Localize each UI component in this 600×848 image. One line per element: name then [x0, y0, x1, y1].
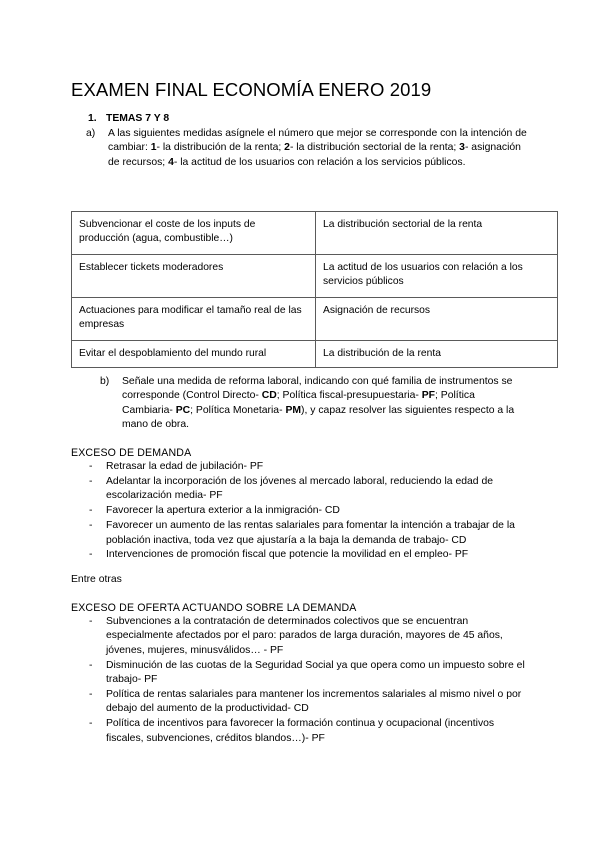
bullet-list-exceso-oferta — [89, 615, 529, 747]
inline-text: ), y capaz resolver las siguientes respecto a la mano de obra. — [122, 404, 515, 431]
list-item — [89, 548, 529, 562]
table-row — [72, 298, 558, 341]
emphasis-text: PM — [285, 404, 302, 416]
bullet-list-exceso-demanda — [89, 460, 529, 563]
list-item-label: Disminución de las cuotas de la Seguridad Social ya que opera como un impuesto sobre el trabajo- PF — [106, 659, 525, 686]
assignment-table — [71, 211, 558, 368]
list-item-label: Retrasar la edad de jubilación- PF — [106, 461, 264, 472]
table-cell-measure: Evitar el despoblamiento del mundo rural — [72, 341, 316, 368]
question-1-label: TEMAS 7 Y 8 — [106, 113, 170, 124]
bullet-dash-icon: - — [89, 549, 93, 561]
question-1b-text — [122, 375, 528, 433]
emphasis-text: 1 — [150, 142, 157, 154]
bullet-dash-icon: - — [89, 505, 93, 517]
emphasis-text: 3 — [459, 142, 465, 154]
list-item-label: Adelantar la incorporación de los jóvenes al mercado laboral, reduciendo la edad de escolarización media- PF — [106, 475, 494, 502]
table-cell-measure: Subvencionar el coste de los inputs de producción (agua, combustible…) — [72, 212, 316, 255]
question-1-marker: 1. — [88, 113, 97, 124]
list-item-label: Subvenciones a la contratación de determinados colectivos que se encuentran especialmente afectados por el paro: parados de larga duración, mayores de 45 años, jóvenes, mujeres, minusválidos… - PF — [106, 616, 503, 656]
question-1-heading — [88, 112, 169, 126]
emphasis-text: 2 — [284, 142, 290, 154]
inline-text: Señale una medida de reforma laboral, indicando con qué familia de instrumentos se corresponde (Control Directo- — [122, 376, 513, 402]
section-heading-exceso-oferta: EXCESO DE OFERTA ACTUANDO SOBRE LA DEMANDA — [71, 602, 357, 614]
table-cell-measure: Establecer tickets moderadores — [72, 255, 316, 298]
table-cell-measure: Actuaciones para modificar el tamaño real de las empresas — [72, 298, 316, 341]
emphasis-text: 4 — [168, 156, 174, 168]
inline-text: - asignación de recursos; — [108, 142, 521, 168]
list-item-label: Política de rentas salariales para mantener los incrementos salariales al mismo nivel o por debajo del aumento de la productividad- CD — [106, 689, 522, 715]
bullet-dash-icon: - — [89, 616, 93, 627]
table-row — [72, 212, 558, 255]
inline-text: - la distribución de la renta; — [156, 142, 285, 154]
list-item-label: Política de incentivos para favorecer la formación continua y ocupacional (incentivos fiscales, subvenciones, créditos blandos…)- PF — [106, 718, 495, 744]
page-title: EXAMEN FINAL ECONOMÍA ENERO 2019 — [71, 79, 432, 101]
emphasis-text: CD — [261, 390, 277, 402]
list-item — [89, 504, 529, 518]
table-cell-objective: La distribución sectorial de la renta — [316, 212, 558, 255]
table-row — [72, 341, 558, 368]
table-cell-objective: La distribución de la renta — [316, 341, 558, 368]
question-1a-text — [108, 127, 528, 170]
inline-text: A las siguientes medidas asígnele el número que mejor se corresponde con la intención de cambiar: — [108, 128, 527, 154]
list-item — [89, 460, 529, 474]
bullet-dash-icon: - — [89, 461, 93, 472]
inline-text: ; Política Monetaria- — [190, 404, 286, 416]
list-item-label: Favorecer un aumento de las rentas salariales para fomentar la intención a trabajar de la población inactiva, toda vez que ajustaría a la baja la demanda de trabajo- CD — [106, 520, 515, 546]
question-1b-marker: b) — [100, 376, 110, 387]
table-cell-objective: La actitud de los usuarios con relación a los servicios públicos — [316, 255, 558, 298]
list-item — [89, 717, 529, 746]
list-item-label: Intervenciones de promoción fiscal que potencie la movilidad en el empleo- PF — [106, 549, 469, 561]
list-item — [89, 659, 529, 688]
inline-text: ; Política Cambiaria- — [122, 390, 475, 416]
question-1a — [86, 127, 528, 170]
list-item — [89, 688, 529, 717]
inline-text: - la actitud de los usuarios con relación a los servicios públicos. — [173, 156, 466, 168]
inline-text: ; Política fiscal-presupuestaria- — [276, 390, 422, 402]
emphasis-text: PF — [421, 390, 436, 402]
assignment-table-body — [72, 212, 558, 368]
bullet-dash-icon: - — [89, 718, 93, 730]
section-heading-exceso-demanda: EXCESO DE DEMANDA — [71, 447, 192, 459]
trailing-note-entre-otras: Entre otras — [71, 574, 122, 585]
bullet-dash-icon: - — [89, 659, 93, 671]
inline-text: - la distribución sectorial de la renta; — [289, 142, 460, 154]
emphasis-text: PC — [175, 404, 191, 416]
bullet-dash-icon: - — [89, 689, 93, 701]
question-1a-marker: a) — [86, 128, 96, 139]
table-cell-objective: Asignación de recursos — [316, 298, 558, 341]
bullet-dash-icon: - — [89, 475, 93, 487]
table-row — [72, 255, 558, 298]
bullet-dash-icon: - — [89, 520, 93, 532]
list-item — [89, 519, 529, 548]
list-item — [89, 615, 529, 658]
list-item — [89, 475, 529, 504]
list-item-label: Favorecer la apertura exterior a la inmigración- CD — [106, 505, 340, 517]
question-1b — [100, 375, 528, 433]
